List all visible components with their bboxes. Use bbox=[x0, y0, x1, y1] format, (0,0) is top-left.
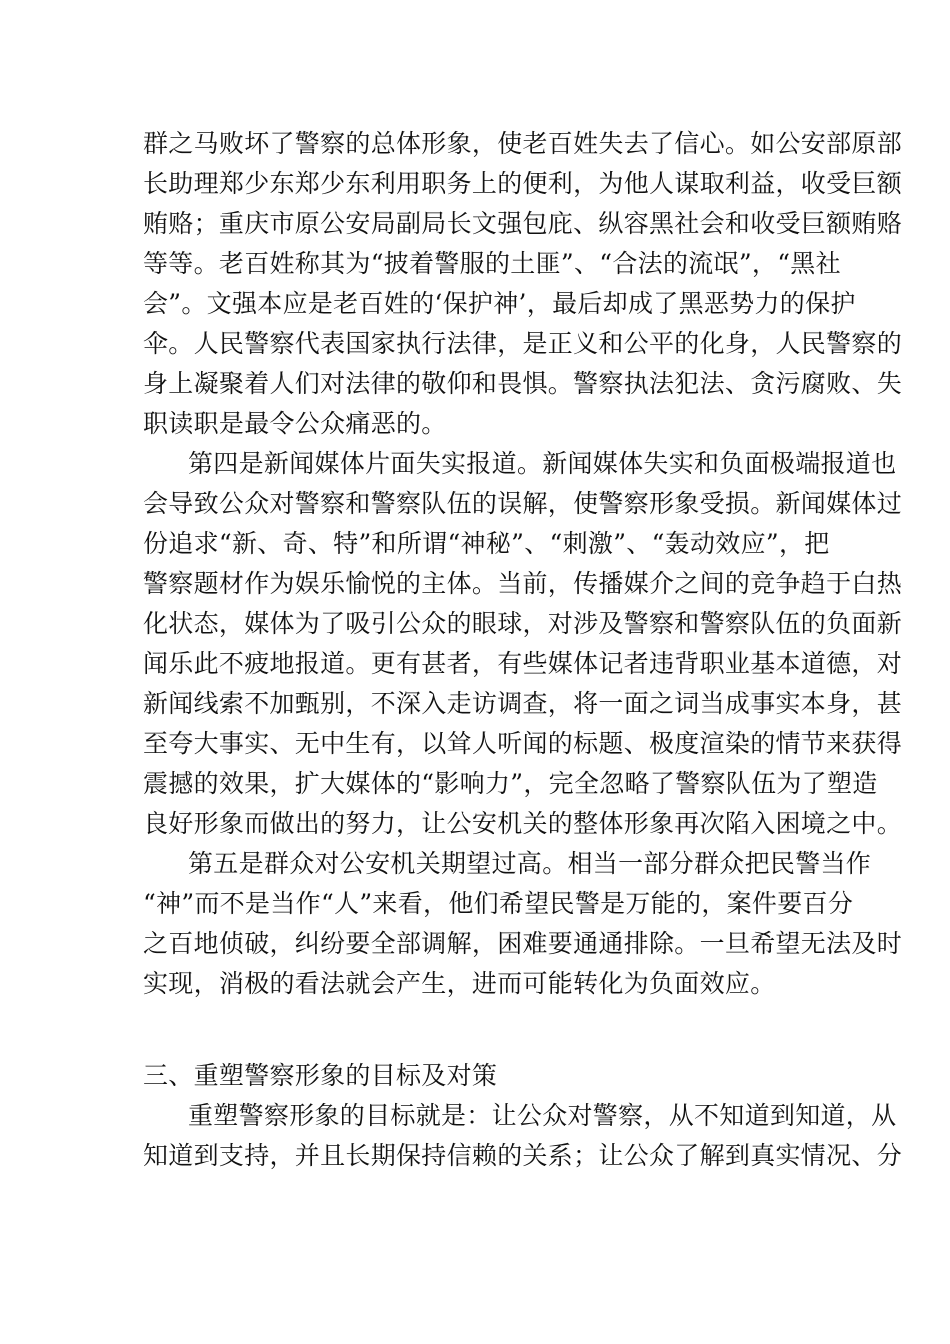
text-line: 群之马败坏了警察的总体形象，使老百姓失去了信心。如公安部原部 bbox=[143, 129, 903, 158]
section-heading: 三、重塑警察形象的目标及对策 bbox=[143, 1061, 498, 1090]
text-line: 震撼的效果，扩大媒体的“影响力”，完全忽略了警察队伍为了塑造 bbox=[143, 769, 878, 798]
text-line: 会导致公众对警察和警察队伍的误解，使警察形象受损。新闻媒体过 bbox=[143, 489, 903, 518]
text-line: 职读职是最令公众痛恶的。 bbox=[143, 409, 447, 438]
text-line: 份追求“新、奇、特”和所谓“神秘”、“刺激”、“轰动效应”，把 bbox=[143, 529, 830, 558]
paragraph-start-line: 第四是新闻媒体片面失实报道。新闻媒体失实和负面极端报道也 bbox=[188, 449, 897, 478]
text-line: 化状态，媒体为了吸引公众的眼球，对涉及警察和警察队伍的负面新 bbox=[143, 609, 903, 638]
text-line: 身上凝聚着人们对法律的敬仰和畏惧。警察执法犯法、贪污腐败、失 bbox=[143, 369, 903, 398]
text-line: 闻乐此不疲地报道。更有甚者，有些媒体记者违背职业基本道德，对 bbox=[143, 649, 903, 678]
text-line: 新闻线索不加甄别，不深入走访调查，将一面之词当成事实本身，甚 bbox=[143, 689, 903, 718]
text-line: 贿赂；重庆市原公安局副局长文强包庇、纵容黑社会和收受巨额贿赂 bbox=[143, 209, 903, 238]
text-line: 实现，消极的看法就会产生，进而可能转化为负面效应。 bbox=[143, 969, 776, 998]
paragraph-start-line: 第五是群众对公安机关期望过高。相当一部分群众把民警当作 bbox=[188, 849, 872, 878]
paragraph-start-line: 重塑警察形象的目标就是：让公众对警察，从不知道到知道，从 bbox=[188, 1101, 897, 1130]
text-line: 警察题材作为娱乐愉悦的主体。当前，传播媒介之间的竞争趋于白热 bbox=[143, 569, 903, 598]
text-line: 长助理郑少东郑少东利用职务上的便利，为他人谋取利益，收受巨额 bbox=[143, 169, 903, 198]
text-line: 至夸大事实、无中生有，以耸人听闻的标题、极度渲染的情节来获得 bbox=[143, 729, 903, 758]
text-line: 良好形象而做出的努力，让公安机关的整体形象再次陷入困境之中。 bbox=[143, 809, 903, 838]
text-line: 之百地侦破，纠纷要全部调解，困难要通通排除。一旦希望无法及时 bbox=[143, 929, 903, 958]
text-line: 等等。老百姓称其为“披着警服的土匪”、“合法的流氓”，“黑社 bbox=[143, 249, 841, 278]
text-line: “神”而不是当作“人”来看，他们希望民警是万能的，案件要百分 bbox=[143, 889, 854, 918]
text-line: 知道到支持，并且长期保持信赖的关系；让公众了解到真实情况、分 bbox=[143, 1141, 903, 1170]
text-line: 伞。人民警察代表国家执行法律，是正义和公平的化身，人民警察的 bbox=[143, 329, 903, 358]
text-line: 会”。文强本应是老百姓的‘保护神’，最后却成了黑恶势力的保护 bbox=[143, 289, 856, 318]
